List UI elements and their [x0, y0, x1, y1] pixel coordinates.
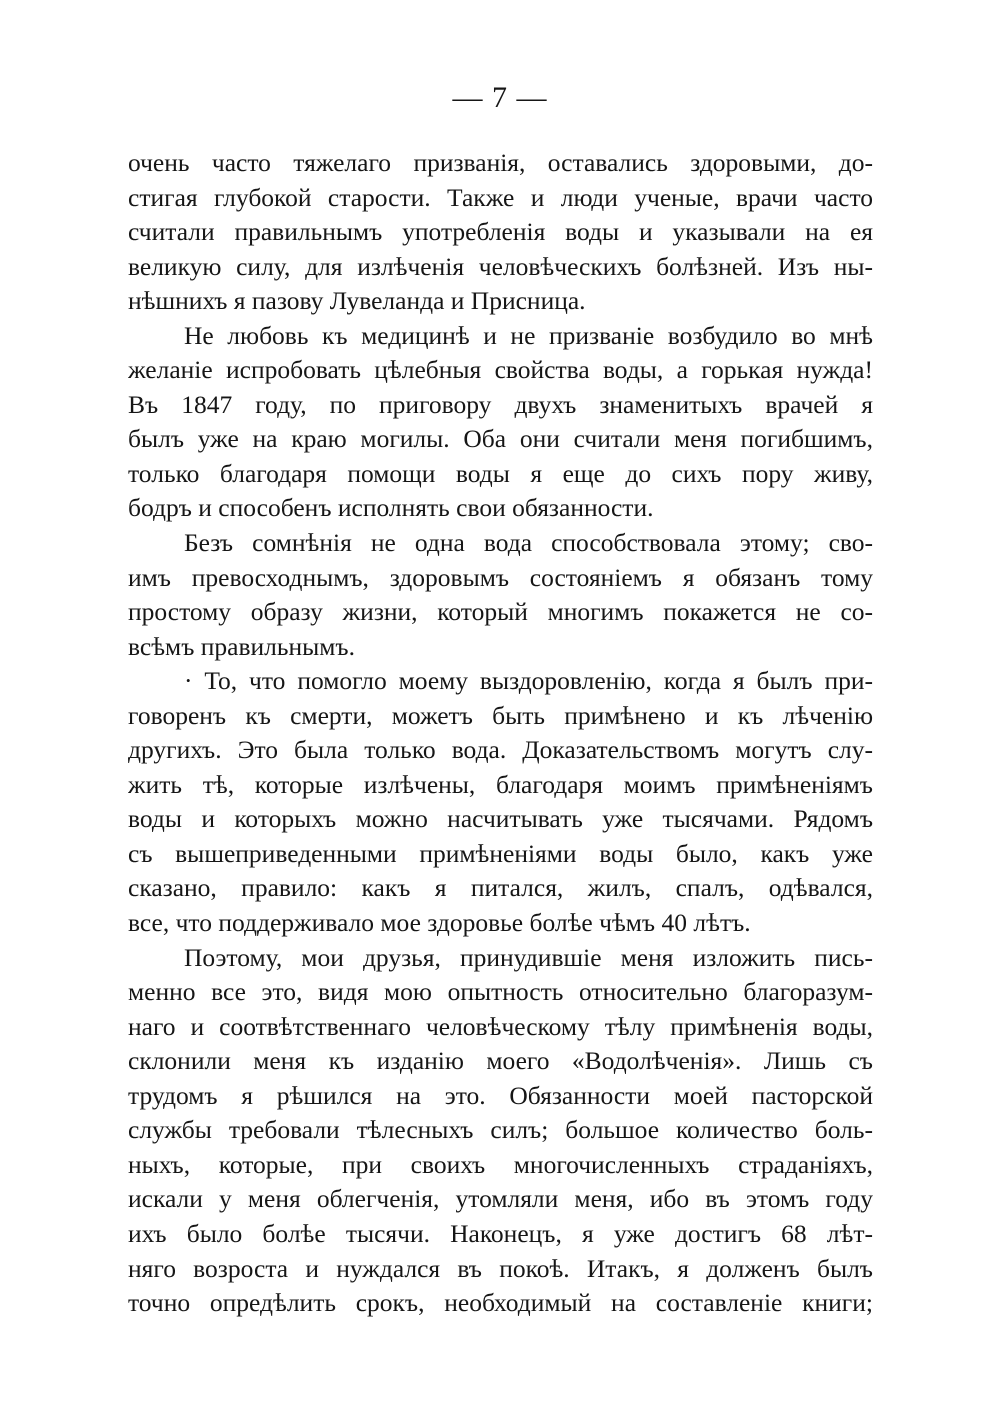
text-line: склонили меня къ изданію моего «Водолѣченія». Лишь съ: [128, 1046, 873, 1076]
text-line: желаніе испробовать цѣлебныя свойства воды, а горькая нужда!: [128, 355, 873, 385]
text-line: ихъ было болѣе тысячи. Наконецъ, я уже достигъ 68 лѣт-: [128, 1218, 873, 1248]
text-line: няго возроста и нуждался въ покоѣ. Итакъ, я долженъ былъ: [128, 1253, 873, 1283]
body-text: [128, 146, 873, 1321]
text-line: былъ уже на краю могилы. Оба они считали меня погибшимъ,: [128, 424, 873, 454]
text-line: великую силу, для излѣченія человѣческихъ болѣзней. Изъ ны-: [128, 251, 873, 281]
page-number: — 7 —: [452, 81, 548, 114]
text-line: съ вышеприведенными примѣненіями воды было, какъ уже: [128, 838, 873, 868]
text-line: службы требовали тѣлесныхъ силъ; большое количество боль-: [128, 1115, 873, 1145]
text-line: Безъ сомнѣнія не одна вода способствовала этому; сво-: [184, 528, 873, 558]
text-line: точно опредѣлить срокъ, необходимый на составленіе книги;: [128, 1288, 873, 1318]
text-line: ныхъ, которые, при своихъ многочисленныхъ страданіяхъ,: [128, 1149, 873, 1179]
text-line: Въ 1847 году, по приговору двухъ знаменитыхъ врачей я: [128, 389, 873, 419]
text-line: сказано, правило: какъ я питался, жилъ, спалъ, одѣвался,: [128, 873, 873, 903]
text-line: стигая глубокой старости. Также и люди ученые, врачи часто: [128, 182, 873, 212]
text-line: имъ превосходнымъ, здоровымъ состояніемъ я обязанъ тому: [128, 562, 873, 592]
text-line: · То, что помогло моему выздоровленію, когда я былъ при-: [184, 666, 873, 696]
text-line: наго и соотвѣтственнаго человѣческому тѣлу примѣненія воды,: [128, 1011, 873, 1041]
text-line: менно все это, видя мою опытность относительно благоразум-: [128, 977, 873, 1007]
text-line: Поэтому, мои друзья, принудившіе меня изложить пись-: [184, 942, 873, 972]
text-line: нѣшнихъ я пазову Лувеланда и Присница.: [128, 286, 586, 316]
text-line: говоренъ къ смерти, можетъ быть примѣнено и къ лѣченію: [128, 700, 873, 730]
text-line: трудомъ я рѣшился на это. Обязанности моей пасторской: [128, 1080, 873, 1110]
text-line: воды и которыхъ можно насчитывать уже тысячами. Рядомъ: [128, 804, 873, 834]
text-line: другихъ. Это была только вода. Доказательствомъ могутъ слу-: [128, 735, 873, 765]
text-line: очень часто тяжелаго призванія, оставались здоровыми, до-: [128, 148, 873, 177]
text-line: бодръ и способенъ исполнять свои обязанности.: [128, 493, 654, 523]
text-line: все, что поддерживало мое здоровье болѣе чѣмъ 40 лѣтъ.: [128, 908, 751, 938]
text-line: искали у меня облегченія, утомляли меня, ибо въ этомъ году: [128, 1184, 873, 1214]
text-line: Не любовь къ медицинѣ и не призваніе возбудило во мнѣ: [184, 320, 873, 350]
text-line: всѣмъ правильнымъ.: [128, 631, 355, 661]
text-line: считали правильнымъ употребленія воды и указывали на ея: [128, 217, 873, 247]
text-line: жить тѣ, которые излѣчены, благодаря моимъ примѣненіямъ: [128, 769, 873, 799]
text-line: простому образу жизни, который многимъ покажется не со-: [128, 597, 873, 627]
text-line: только благодаря помощи воды я еще до сихъ пору живу,: [128, 458, 873, 488]
